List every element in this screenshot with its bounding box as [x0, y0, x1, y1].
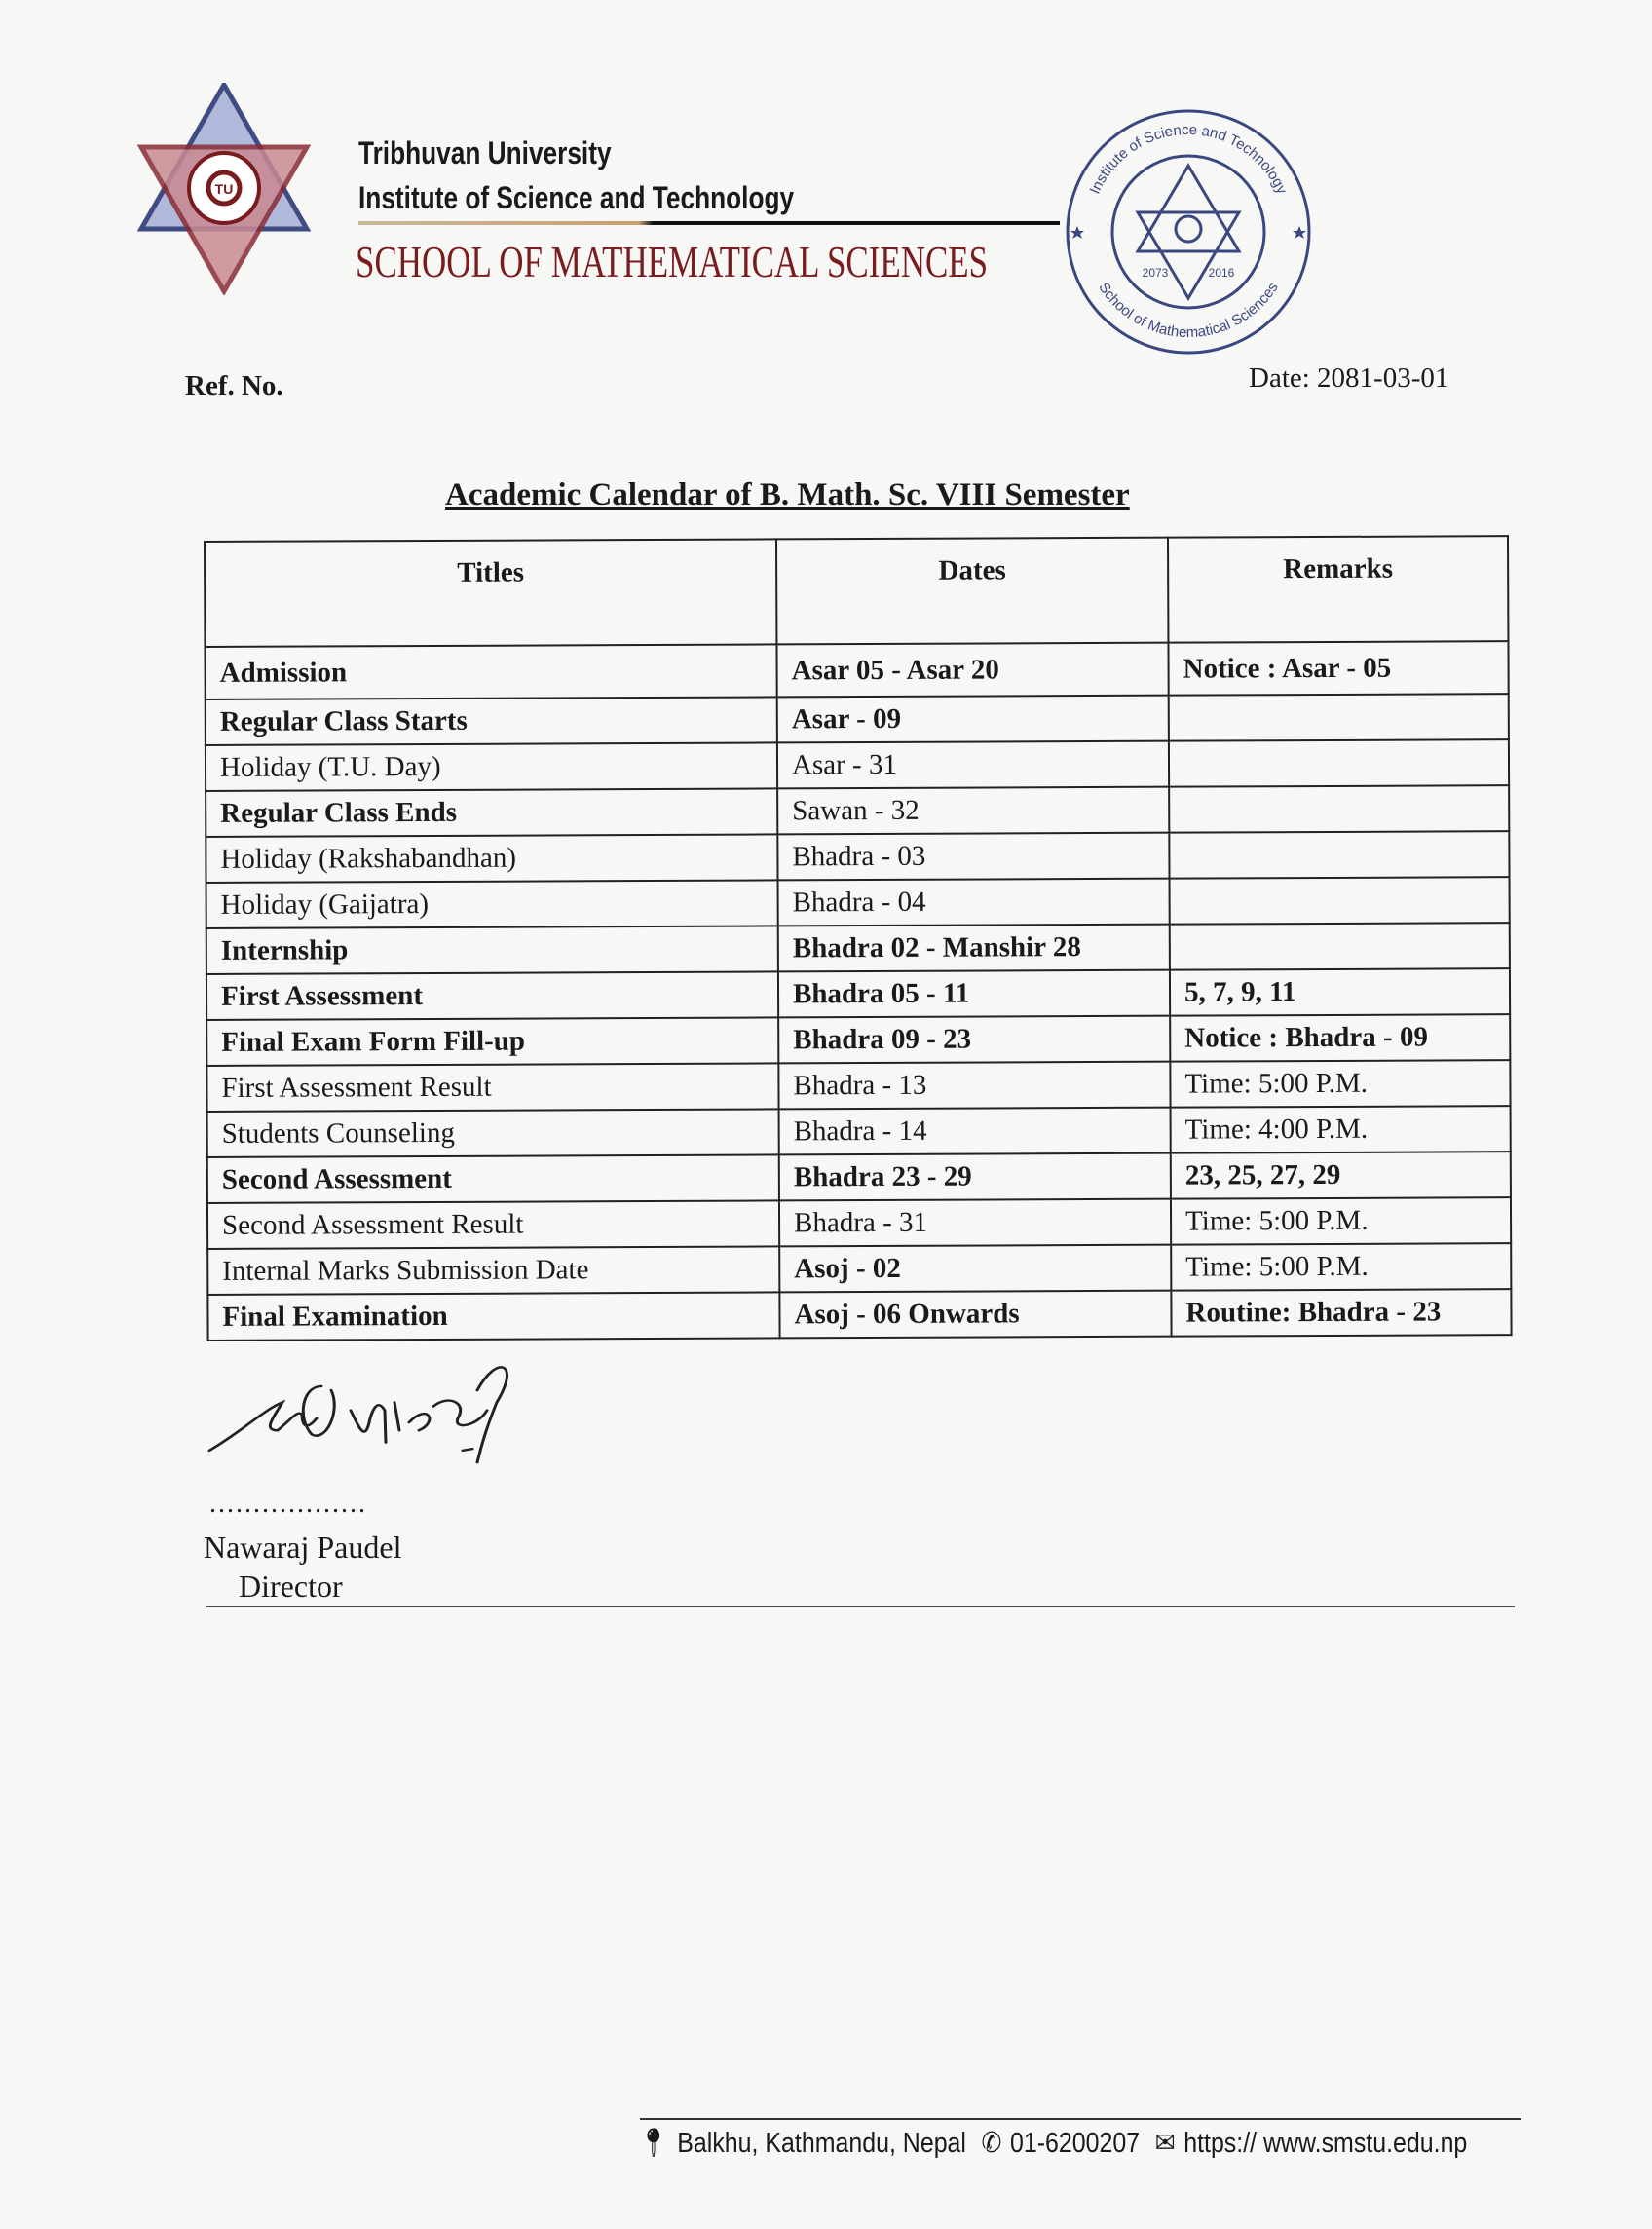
row-remark: [1169, 739, 1509, 787]
row-remark: Routine: Bhadra - 23: [1171, 1289, 1511, 1337]
row-title: Internal Marks Submission Date: [207, 1246, 779, 1295]
row-title: Second Assessment Result: [207, 1200, 779, 1249]
row-remark: Notice : Asar - 05: [1168, 641, 1508, 696]
table-row: [206, 1014, 1510, 1066]
row-remark: 5, 7, 9, 11: [1170, 968, 1510, 1016]
row-title: First Assessment: [206, 971, 778, 1020]
row-title: Holiday (T.U. Day): [206, 742, 777, 791]
row-date: Bhadra 23 - 29: [779, 1153, 1171, 1201]
row-remark: Time: 5:00 P.M.: [1171, 1197, 1511, 1245]
row-title: Holiday (Rakshabandhan): [206, 834, 777, 883]
row-remark: Notice : Bhadra - 09: [1170, 1014, 1510, 1062]
row-title: Final Exam Form Fill-up: [206, 1017, 778, 1066]
table-row: [205, 641, 1508, 699]
table-row: [207, 1197, 1511, 1249]
phone-icon: ✆: [981, 2128, 1002, 2159]
row-remark: Time: 5:00 P.M.: [1170, 1060, 1510, 1108]
footer-divider: [640, 2118, 1521, 2120]
table-row: [206, 877, 1510, 928]
document-title: Academic Calendar of B. Math. Sc. VIII Semester: [445, 477, 1130, 512]
row-date: Bhadra - 13: [778, 1062, 1170, 1110]
table-row: [206, 923, 1510, 974]
seal-bottom-text: School of Mathematical Sciences: [1095, 279, 1282, 342]
table-row: [207, 1152, 1511, 1203]
row-date: Asar - 09: [777, 696, 1169, 743]
table-row: [207, 1289, 1511, 1341]
seal-star-icon: [1293, 226, 1306, 239]
row-remark: Time: 5:00 P.M.: [1171, 1243, 1511, 1291]
logo-text: TU: [214, 181, 234, 197]
row-date: Asoj - 06 Onwards: [779, 1291, 1171, 1339]
row-date: Bhadra 09 - 23: [778, 1016, 1170, 1064]
row-date: Asar 05 - Asar 20: [776, 643, 1168, 698]
row-remark: Time: 4:00 P.M.: [1171, 1106, 1511, 1153]
table-row: [206, 831, 1509, 883]
row-remark: [1169, 785, 1509, 833]
header-divider: [358, 221, 1060, 225]
row-title: Students Counseling: [207, 1109, 779, 1157]
seal-year-right: 2016: [1208, 266, 1235, 280]
tribhuvan-university-logo: [131, 83, 317, 295]
signatory-role: Director: [239, 1568, 343, 1604]
reference-number-label: Ref. No.: [185, 370, 283, 401]
row-date: Bhadra 05 - 11: [778, 970, 1170, 1018]
table-row: [206, 739, 1509, 791]
footer-contact: [638, 2126, 1476, 2160]
school-seal-stamp: [1062, 105, 1315, 359]
footer-address: Balkhu, Kathmandu, Nepal: [677, 2128, 966, 2159]
row-remark: [1169, 831, 1509, 879]
footer-phone: 01-6200207: [1010, 2128, 1141, 2159]
academic-calendar-table: [204, 535, 1513, 1341]
row-date: Bhadra - 04: [778, 879, 1170, 926]
seal-top-text: Institute of Science and Technology: [1086, 121, 1291, 197]
university-name: Tribhuvan University: [358, 135, 612, 170]
row-remark: 23, 25, 27, 29: [1171, 1152, 1511, 1199]
row-date: Bhadra - 03: [777, 833, 1169, 881]
row-title: Holiday (Gaijatra): [206, 880, 778, 928]
school-name: SCHOOL OF MATHEMATICAL SCIENCES: [356, 237, 989, 286]
table-row: [207, 1106, 1511, 1157]
row-date: Bhadra 02 - Manshir 28: [778, 925, 1170, 972]
row-remark: [1169, 694, 1509, 741]
row-date: Bhadra - 31: [779, 1199, 1171, 1247]
row-title: Regular Class Starts: [206, 697, 777, 745]
mail-icon: ✉: [1154, 2128, 1176, 2159]
table-row: [207, 1243, 1511, 1295]
location-pin-icon: 📍︎: [638, 2128, 669, 2159]
column-header-dates: Dates: [776, 538, 1168, 645]
signature-line-dots: ..................: [209, 1489, 367, 1519]
row-title: First Assessment Result: [206, 1063, 778, 1112]
director-signature: [205, 1354, 633, 1491]
row-remark: [1170, 923, 1510, 970]
row-date: Asar - 31: [777, 741, 1169, 789]
row-date: Sawan - 32: [777, 787, 1169, 835]
row-title: Internship: [206, 926, 778, 974]
row-title: Admission: [205, 644, 776, 699]
row-date: Bhadra - 14: [779, 1108, 1171, 1155]
row-date: Asoj - 02: [779, 1245, 1171, 1293]
seal-star-icon: [1070, 226, 1084, 239]
signatory-name: Nawaraj Paudel: [204, 1530, 402, 1565]
row-remark: [1170, 877, 1510, 925]
table-header-row: [205, 536, 1508, 647]
table-row: [206, 968, 1510, 1020]
seal-year-left: 2073: [1142, 266, 1169, 280]
signature-divider: [206, 1606, 1515, 1607]
table-row: [206, 785, 1509, 837]
footer-website[interactable]: https:// www.smstu.edu.np: [1183, 2128, 1468, 2159]
column-header-remarks: Remarks: [1168, 536, 1508, 643]
document-date: Date: 2081-03-01: [1249, 362, 1449, 394]
institute-name: Institute of Science and Technology: [358, 180, 795, 215]
column-header-titles: Titles: [205, 539, 776, 647]
table-row: [206, 1060, 1510, 1112]
row-title: Regular Class Ends: [206, 788, 777, 837]
row-title: Final Examination: [207, 1292, 779, 1341]
row-title: Second Assessment: [207, 1154, 779, 1203]
table-row: [206, 694, 1509, 745]
